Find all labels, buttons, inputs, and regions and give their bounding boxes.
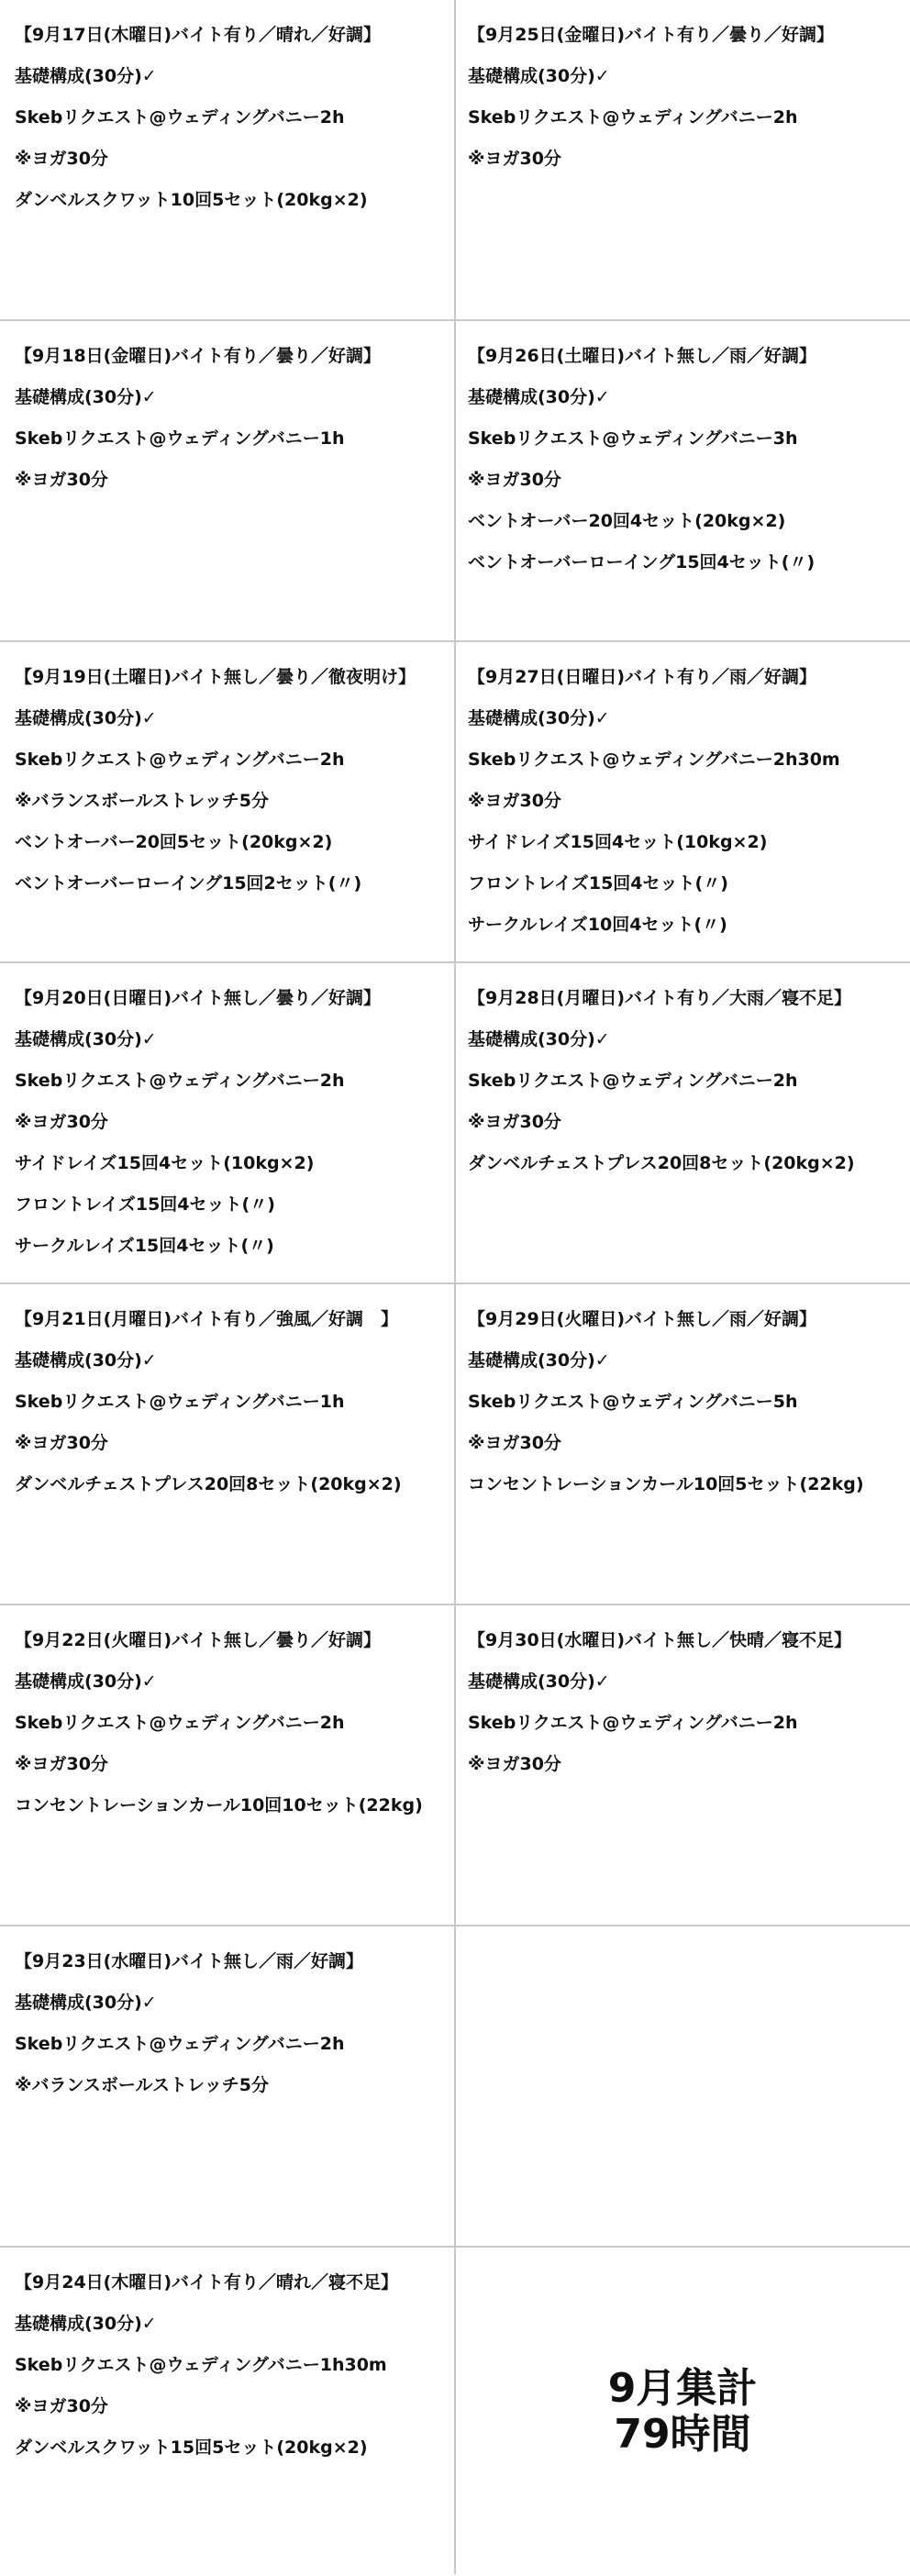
entry-line: ※ヨガ30分 — [468, 149, 561, 169]
summary-month-label: 9月集計 — [607, 2365, 758, 2412]
entry-line: ※ヨガ30分 — [15, 2396, 108, 2416]
entry-line: 基礎構成(30分)✓ — [15, 1671, 157, 1692]
entry-line: 基礎構成(30分)✓ — [468, 1350, 610, 1371]
entry-line: ※ヨガ30分 — [15, 149, 108, 169]
entry-header: 【9月30日(水曜日)バイト無し／快晴／寝不足】 — [468, 1630, 852, 1650]
entry-header: 【9月18日(金曜日)バイト有り／曇り／好調】 — [15, 346, 382, 366]
entry-line: ダンベルチェストプレス20回8セット(20kg×2) — [468, 1153, 855, 1173]
entry-line: ベントオーバーローイング15回2セット(〃) — [15, 873, 362, 894]
entry-line: Skebリクエスト@ウェディングバニー2h — [15, 749, 345, 770]
entry-line: 基礎構成(30分)✓ — [468, 387, 610, 407]
day-entry — [455, 642, 910, 963]
entry-line: Skebリクエスト@ウェディングバニー2h — [15, 107, 345, 128]
entry-line: ※ヨガ30分 — [468, 1433, 561, 1453]
monthly-summary — [455, 2248, 910, 2576]
entry-header: 【9月22日(火曜日)バイト無し／曇り／好調】 — [15, 1630, 382, 1650]
entry-line: 基礎構成(30分)✓ — [15, 2314, 157, 2334]
entry-line: Skebリクエスト@ウェディングバニー2h — [15, 1071, 345, 1091]
entry-line: コンセントレーションカール10回10セット(22kg) — [15, 1795, 423, 1815]
entry-line: Skebリクエスト@ウェディングバニー5h — [468, 1392, 798, 1412]
entry-line: ※ヨガ30分 — [15, 1433, 108, 1453]
entry-line: サークルレイズ10回4セット(〃) — [468, 915, 727, 935]
left-column — [0, 0, 455, 2574]
entry-line: Skebリクエスト@ウェディングバニー1h30m — [15, 2355, 387, 2375]
day-entry — [0, 1926, 455, 2248]
entry-line: フロントレイズ15回4セット(〃) — [15, 1194, 275, 1215]
entry-header: 【9月25日(金曜日)バイト有り／曇り／好調】 — [468, 25, 835, 45]
empty-cell — [455, 1926, 910, 2248]
entry-line: 基礎構成(30分)✓ — [15, 1993, 157, 2013]
day-entry — [455, 963, 910, 1284]
entry-line: 基礎構成(30分)✓ — [468, 66, 610, 86]
entry-line: ※バランスボールストレッチ5分 — [15, 2075, 269, 2095]
entry-line: ベントオーバーローイング15回4セット(〃) — [468, 552, 816, 572]
entry-header: 【9月20日(日曜日)バイト無し／曇り／好調】 — [15, 988, 382, 1008]
entry-line: ダンベルスクワット10回5セット(20kg×2) — [15, 190, 368, 210]
day-entry — [455, 0, 910, 321]
entry-header: 【9月23日(水曜日)バイト無し／雨／好調】 — [15, 1951, 364, 1971]
entry-line: 基礎構成(30分)✓ — [468, 708, 610, 728]
entry-header: 【9月29日(火曜日)バイト無し／雨／好調】 — [468, 1309, 817, 1329]
entry-line: 基礎構成(30分)✓ — [468, 1671, 610, 1692]
day-entry — [0, 1284, 455, 1605]
entry-line: Skebリクエスト@ウェディングバニー3h — [468, 428, 798, 449]
entry-header: 【9月24日(木曜日)バイト有り／晴れ／寝不足】 — [15, 2272, 399, 2293]
entry-line: Skebリクエスト@ウェディングバニー2h — [468, 107, 798, 128]
day-entry — [0, 963, 455, 1284]
entry-line: ベントオーバー20回4セット(20kg×2) — [468, 511, 786, 531]
entry-line: 基礎構成(30分)✓ — [15, 387, 157, 407]
entry-line: Skebリクエスト@ウェディングバニー1h — [15, 428, 345, 449]
entry-line: ※バランスボールストレッチ5分 — [15, 791, 269, 811]
entry-header: 【9月28日(月曜日)バイト有り／大雨／寝不足】 — [468, 988, 852, 1008]
entry-line: ※ヨガ30分 — [468, 470, 561, 490]
day-entry — [455, 1284, 910, 1605]
entry-line: 基礎構成(30分)✓ — [15, 1029, 157, 1049]
entry-line: Skebリクエスト@ウェディングバニー2h — [468, 1071, 798, 1091]
entry-line: Skebリクエスト@ウェディングバニー1h — [15, 1392, 345, 1412]
entry-line: サイドレイズ15回4セット(10kg×2) — [468, 832, 768, 852]
entry-line: 基礎構成(30分)✓ — [15, 708, 157, 728]
right-column — [455, 0, 910, 2574]
entry-header: 【9月26日(土曜日)バイト無し／雨／好調】 — [468, 346, 817, 366]
entry-line: フロントレイズ15回4セット(〃) — [468, 873, 728, 894]
entry-line: 基礎構成(30分)✓ — [468, 1029, 610, 1049]
entry-line: ベントオーバー20回5セット(20kg×2) — [15, 832, 333, 852]
entry-line: ※ヨガ30分 — [468, 1112, 561, 1132]
entry-line: ※ヨガ30分 — [468, 1754, 561, 1774]
summary-total-hours: 79時間 — [614, 2411, 751, 2458]
entry-line: ※ヨガ30分 — [468, 791, 561, 811]
entry-line: ダンベルチェストプレス20回8セット(20kg×2) — [15, 1474, 402, 1494]
entry-line: ダンベルスクワット15回5セット(20kg×2) — [15, 2437, 368, 2458]
day-entry — [455, 1605, 910, 1926]
entry-header: 【9月27日(日曜日)バイト有り／雨／好調】 — [468, 667, 817, 687]
entry-line: サイドレイズ15回4セット(10kg×2) — [15, 1153, 315, 1173]
entry-line: Skebリクエスト@ウェディングバニー2h30m — [468, 749, 840, 770]
entry-line: ※ヨガ30分 — [15, 470, 108, 490]
entry-line: ※ヨガ30分 — [15, 1754, 108, 1774]
entry-header: 【9月19日(土曜日)バイト無し／曇り／徹夜明け】 — [15, 667, 416, 687]
entry-header: 【9月21日(月曜日)バイト有り／強風／好調 】 — [15, 1309, 399, 1329]
day-entry — [455, 321, 910, 642]
day-entry — [0, 2248, 455, 2576]
day-entry — [0, 0, 455, 321]
summary-cell — [455, 2248, 910, 2576]
day-entry — [0, 1605, 455, 1926]
entry-line: 基礎構成(30分)✓ — [15, 66, 157, 86]
entry-header: 【9月17日(木曜日)バイト有り／晴れ／好調】 — [15, 25, 382, 45]
day-entry — [0, 321, 455, 642]
entry-line: Skebリクエスト@ウェディングバニー2h — [468, 1713, 798, 1733]
entry-line: Skebリクエスト@ウェディングバニー2h — [15, 2034, 345, 2054]
entry-line: コンセントレーションカール10回5セット(22kg) — [468, 1474, 864, 1494]
entry-line: ※ヨガ30分 — [15, 1112, 108, 1132]
entry-line: 基礎構成(30分)✓ — [15, 1350, 157, 1371]
entry-line: Skebリクエスト@ウェディングバニー2h — [15, 1713, 345, 1733]
entry-line: サークルレイズ15回4セット(〃) — [15, 1236, 274, 1256]
day-entry — [0, 642, 455, 963]
